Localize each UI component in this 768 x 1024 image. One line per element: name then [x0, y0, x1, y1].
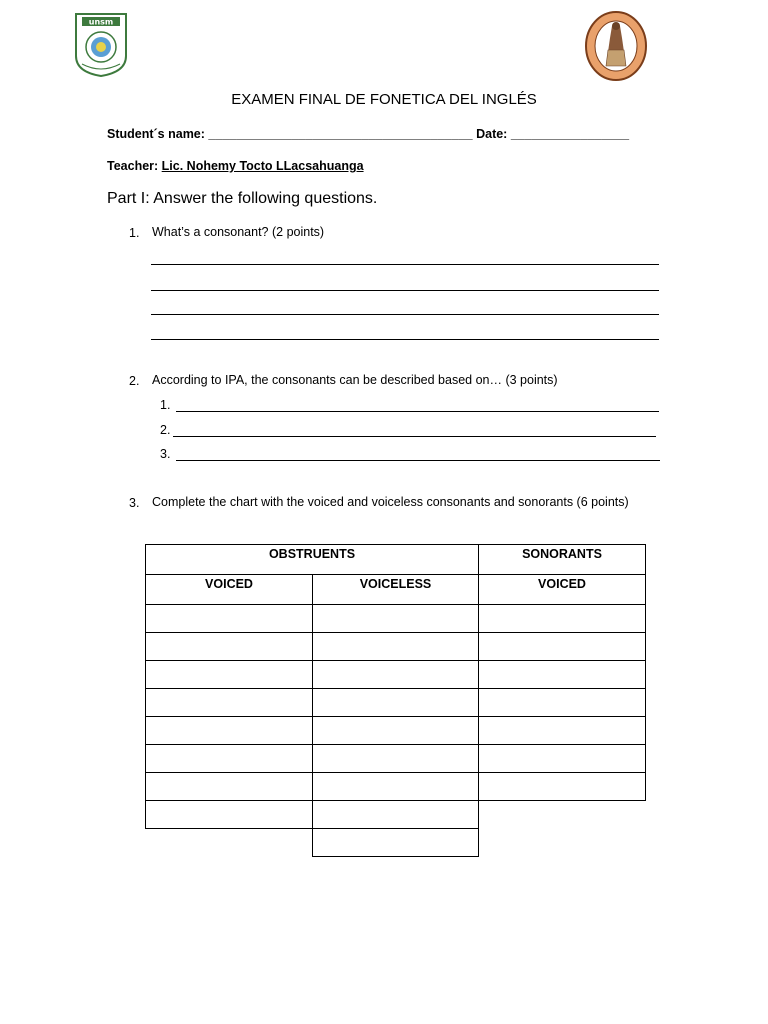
chart-cell[interactable]: [479, 605, 646, 633]
chart-cell[interactable]: [313, 801, 479, 829]
answer-line[interactable]: [151, 314, 659, 315]
header-sonorants: SONORANTS: [479, 545, 646, 575]
chart-cell[interactable]: [146, 689, 313, 717]
answer-line[interactable]: [151, 339, 659, 340]
exam-title: EXAMEN FINAL DE FONETICA DEL INGLÉS: [231, 91, 537, 108]
chart-cell[interactable]: [313, 745, 479, 773]
student-name-blank[interactable]: ______________________________________: [208, 127, 473, 141]
answer-line[interactable]: [151, 264, 659, 265]
chart-cell[interactable]: [146, 633, 313, 661]
svg-text:unsm: unsm: [88, 17, 114, 27]
answer-line[interactable]: [151, 290, 659, 291]
consonant-chart: [145, 544, 646, 857]
answer-line[interactable]: [176, 411, 659, 412]
question-number: 2.: [129, 374, 140, 388]
question-text: What’s a consonant? (2 points): [152, 225, 325, 239]
question-text: Complete the chart with the voiced and voiceless consonants and sonorants (6 points): [152, 495, 629, 509]
question-number: 3.: [129, 496, 140, 510]
chart-cell[interactable]: [479, 773, 646, 801]
chart-blank: [479, 801, 646, 829]
chart-blank: [479, 829, 646, 857]
teacher-name: Lic. Nohemy Tocto LLacsahuanga: [161, 159, 364, 173]
chart-cell[interactable]: [313, 605, 479, 633]
teacher-label: Teacher:: [107, 159, 159, 173]
chart-cell[interactable]: [146, 801, 313, 829]
chart-cell[interactable]: [479, 745, 646, 773]
student-name-label: Student´s name:: [107, 127, 205, 141]
answer-line[interactable]: [173, 436, 656, 437]
header-voiced: VOICED: [146, 575, 313, 605]
student-name-line: [107, 127, 629, 141]
chart-cell[interactable]: [313, 661, 479, 689]
chart-cell[interactable]: [479, 717, 646, 745]
chart-cell[interactable]: [313, 717, 479, 745]
chart-cell[interactable]: [479, 633, 646, 661]
header-voiceless: VOICELESS: [313, 575, 479, 605]
chart-cell[interactable]: [146, 605, 313, 633]
part-heading: Part I: Answer the following questions.: [107, 190, 378, 207]
date-label: Date:: [476, 127, 508, 141]
chart-cell[interactable]: [146, 745, 313, 773]
chart-cell[interactable]: [146, 773, 313, 801]
chart-cell[interactable]: [313, 633, 479, 661]
chart-blank: [146, 829, 313, 857]
chart-cell[interactable]: [313, 829, 479, 857]
header-obstruents: OBSTRUENTS: [146, 545, 479, 575]
answer-line[interactable]: [176, 460, 660, 461]
header-sonorant-voiced: VOICED: [479, 575, 646, 605]
sub-item-number: 2.: [160, 423, 171, 437]
question-text: According to IPA, the consonants can be described based on… (3 points): [152, 373, 558, 387]
chart-cell[interactable]: [146, 661, 313, 689]
institution-seal: [584, 10, 648, 82]
chart-cell[interactable]: [313, 773, 479, 801]
date-blank[interactable]: _________________: [510, 127, 630, 141]
university-logo: [74, 12, 128, 78]
chart-cell[interactable]: [313, 689, 479, 717]
chart-cell[interactable]: [479, 661, 646, 689]
sub-item-number: 1.: [160, 398, 171, 412]
question-number: 1.: [129, 226, 140, 240]
chart-cell[interactable]: [146, 717, 313, 745]
teacher-line: [107, 159, 364, 173]
sub-item-number: 3.: [160, 447, 171, 461]
chart-cell[interactable]: [479, 689, 646, 717]
